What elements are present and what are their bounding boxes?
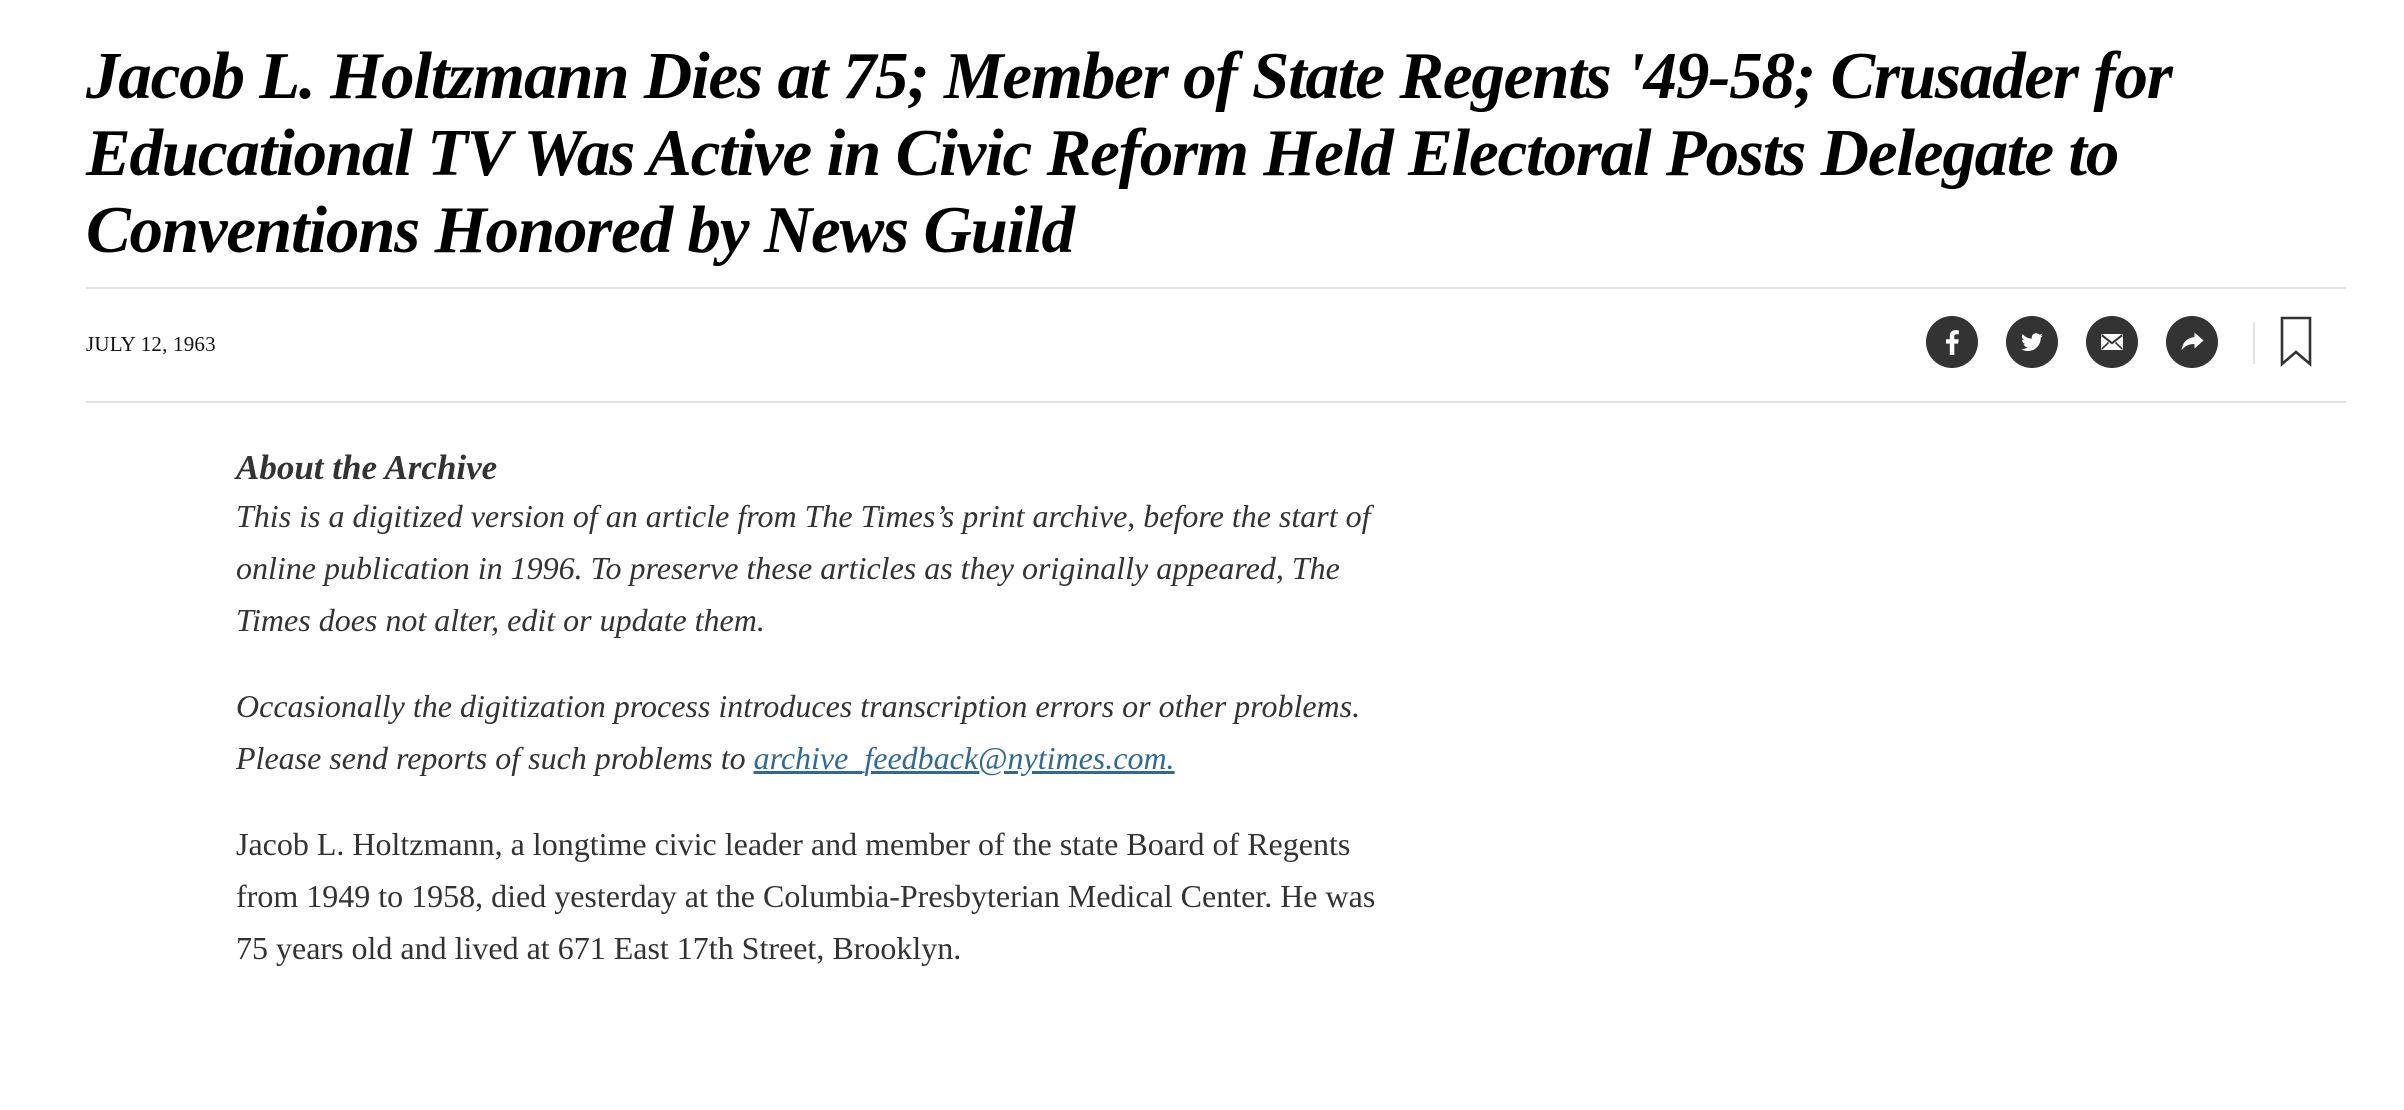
- bookmark-icon: [2276, 314, 2316, 370]
- header-divider: [86, 287, 2346, 289]
- archive-feedback-note: [236, 680, 1396, 784]
- twitter-icon: [2006, 316, 2058, 368]
- share-twitter-button[interactable]: [2006, 316, 2058, 368]
- article-body-paragraph: Jacob L. Holtzmann, a longtime civic leader and member of the state Board of Regents from 1949 to 1958, died yesterday at the Columbia-Presbyterian Medical Center. He was 75 years old and lived at 671 East 17th Street, Brooklyn.: [236, 826, 1376, 966]
- save-bookmark-button[interactable]: [2276, 314, 2316, 370]
- email-icon: [2086, 316, 2138, 368]
- archive-notice: [236, 446, 1396, 974]
- share-email-button[interactable]: [2086, 316, 2138, 368]
- article-headline: Jacob L. Holtzmann Dies at 75; Member of State Regents '49-58; Crusader for Educational TV Was Active in Civic Reform Held Electoral Posts Delegate to Conventions Honored by News Guild: [86, 39, 2172, 267]
- article-dateline: JULY 12, 1963: [86, 332, 216, 356]
- archive-title: About the Archive: [236, 448, 498, 487]
- share-more-button[interactable]: [2166, 316, 2218, 368]
- archive-feedback-text: Occasionally the digitization process introduces transcription errors or other problems. Please send reports of such problems to: [236, 688, 1361, 776]
- toolbar-divider: [2253, 322, 2255, 364]
- share-facebook-button[interactable]: [1926, 316, 1978, 368]
- share-icon: [2166, 316, 2218, 368]
- facebook-icon: [1926, 316, 1978, 368]
- archive-description: This is a digitized version of an article from The Times’s print archive, before the start of online publication in 1996. To preserve these articles as they originally appeared, The Times does not alter, edit or update them.: [236, 498, 1371, 638]
- archive-feedback-email-link[interactable]: archive_feedback@nytimes.com.: [753, 740, 1175, 776]
- dateline-divider: [86, 401, 2346, 403]
